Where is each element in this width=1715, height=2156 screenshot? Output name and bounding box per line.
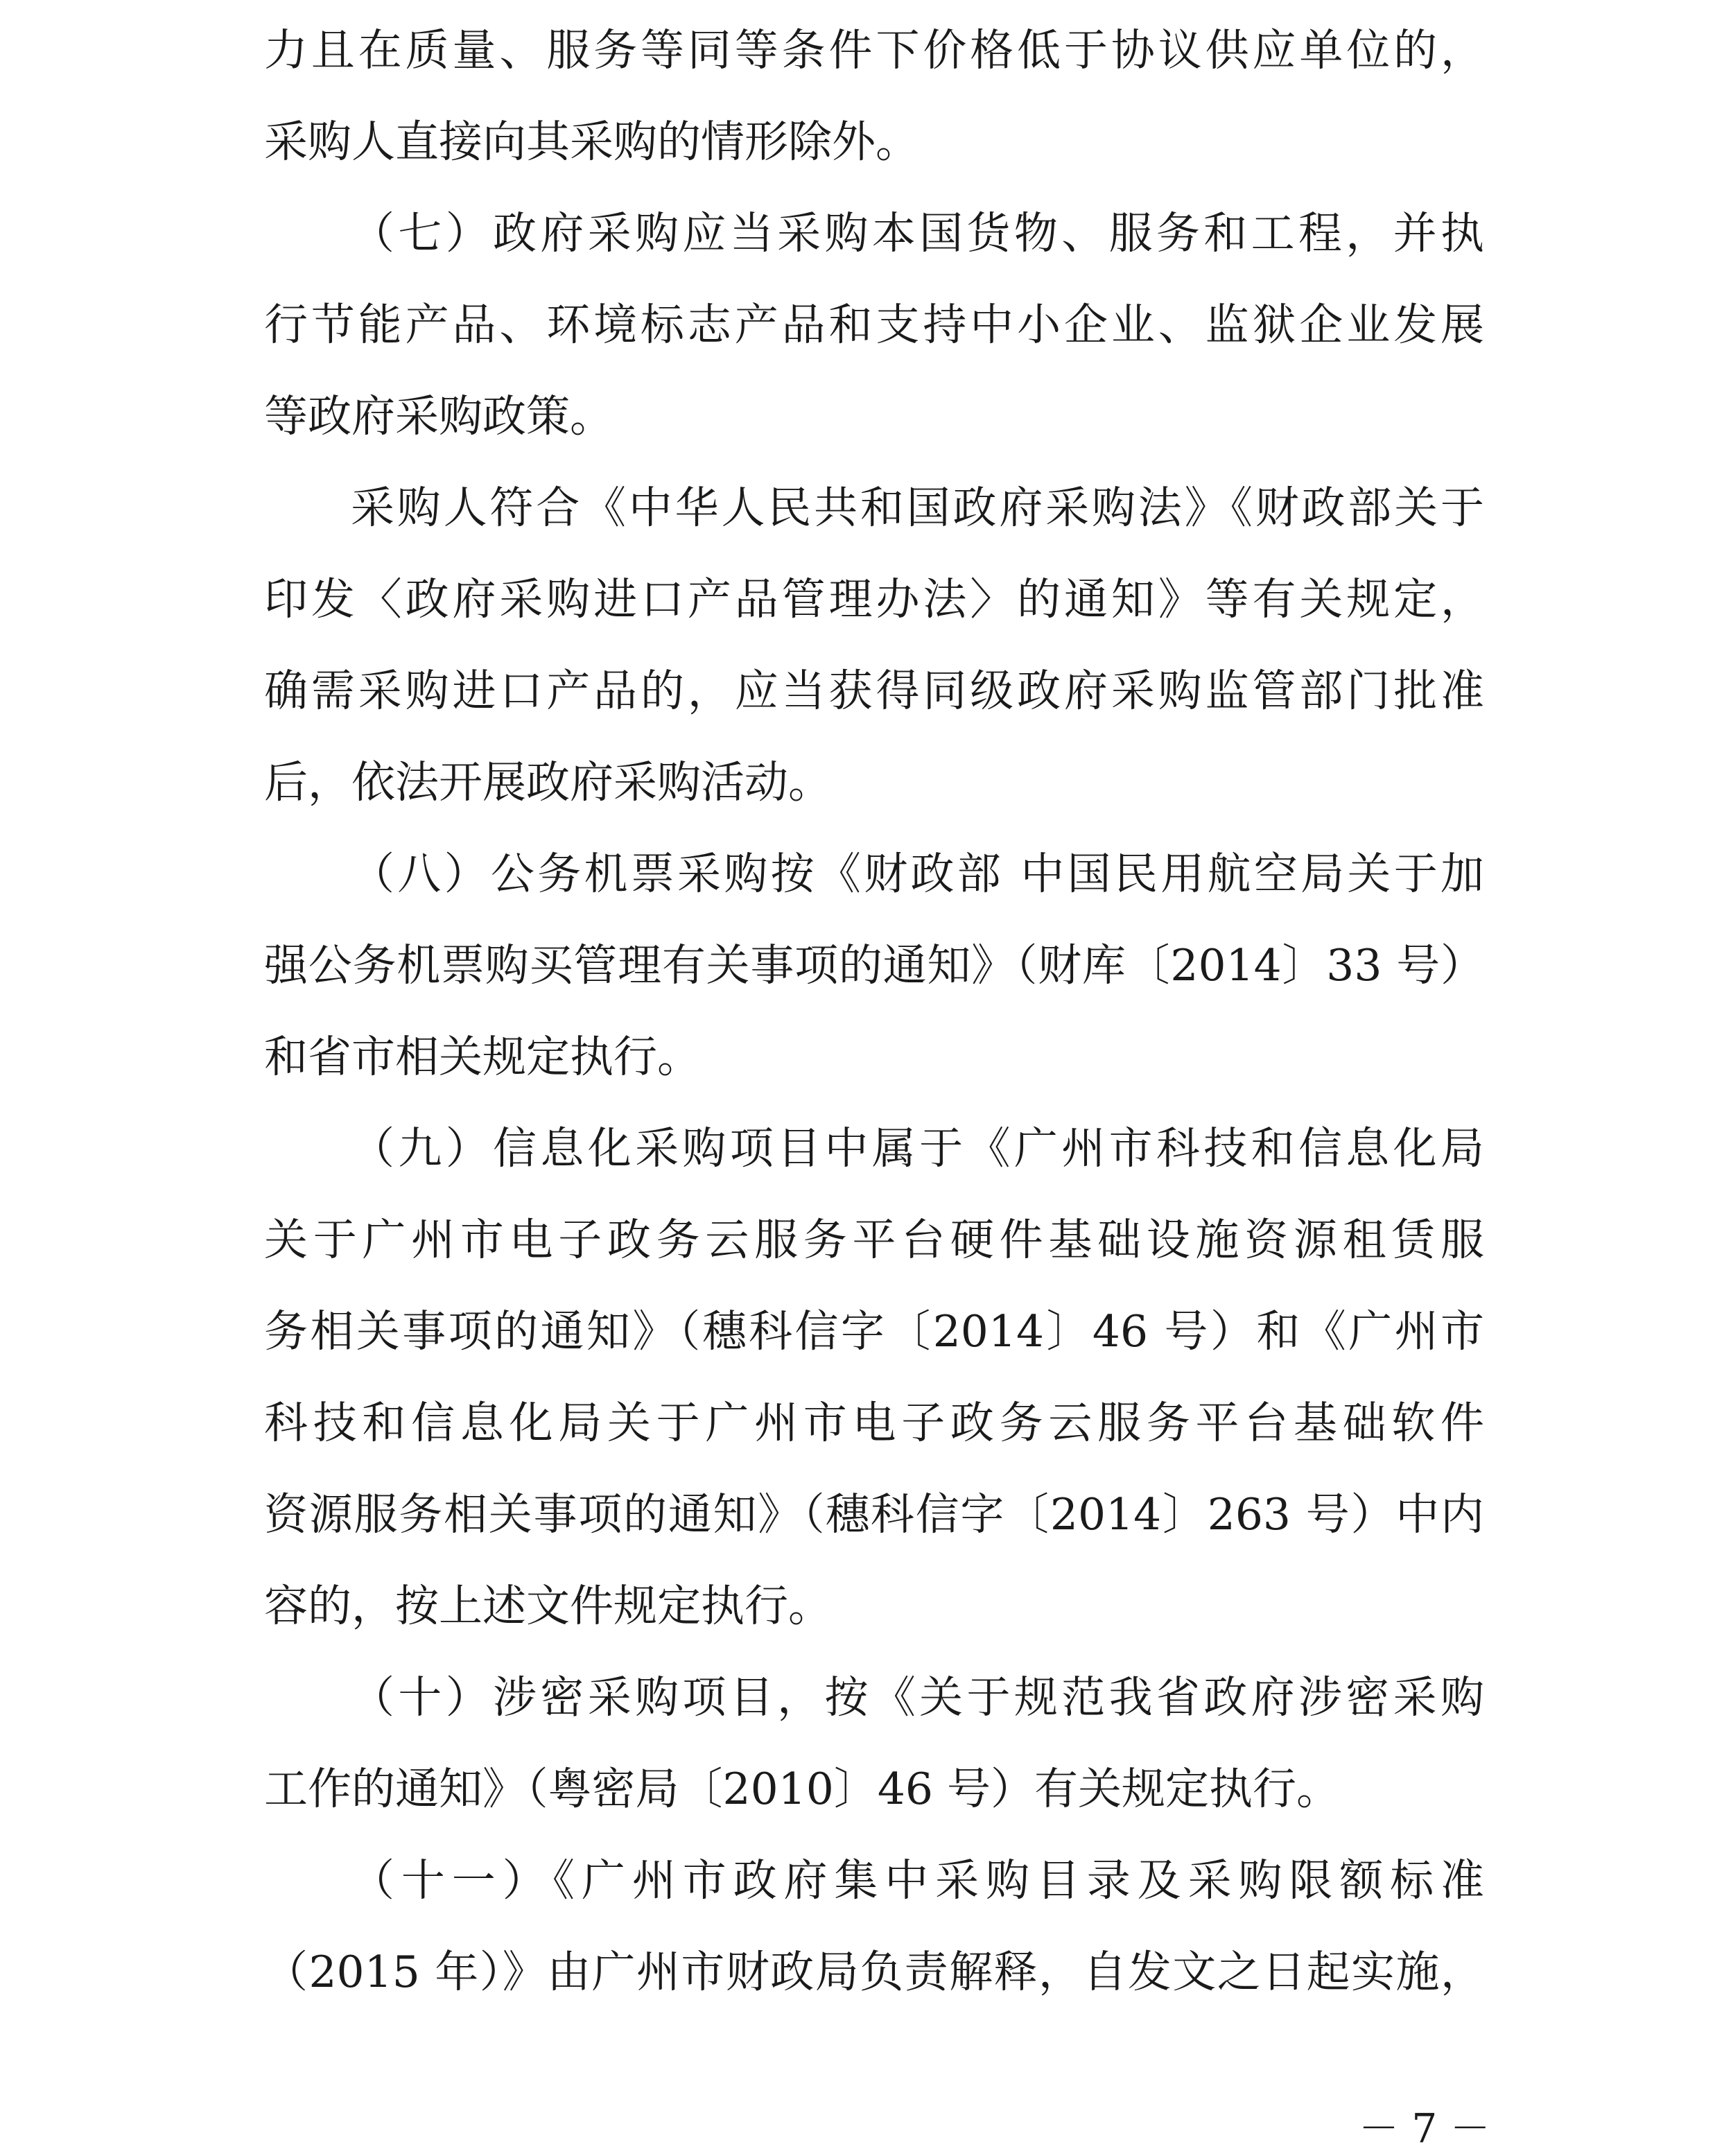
paragraph-line: 印发〈政府采购进口产品管理办法〉的通知》等有关规定， [264, 574, 1484, 625]
paragraph-line: 强公务机票购买管理有关事项的通知》（财库〔2014〕33 号） [264, 940, 1484, 991]
paragraph-line: 确需采购进口产品的，应当获得同级政府采购监管部门批准 [264, 666, 1484, 716]
paragraph-line: （八）公务机票采购按《财政部 中国民用航空局关于加 [351, 849, 1484, 899]
paragraph-line: 资源服务相关事项的通知》（穗科信字〔2014〕263 号）中内 [264, 1489, 1484, 1540]
paragraph-line: 采购人符合《中华人民共和国政府采购法》《财政部关于 [351, 483, 1484, 533]
paragraph-line: 科技和信息化局关于广州市电子政务云服务平台基础软件 [264, 1398, 1484, 1448]
paragraph-line: 采购人直接向其采购的情形除外。 [264, 116, 919, 167]
paragraph-line: 务相关事项的通知》（穗科信字〔2014〕46 号）和《广州市 [264, 1306, 1484, 1357]
paragraph-line: 关于广州市电子政务云服务平台硬件基础设施资源租赁服 [264, 1215, 1484, 1265]
page-number: － 7 － [1359, 2105, 1490, 2152]
paragraph-line: （2015 年）》由广州市财政局负责解释，自发文之日起实施， [264, 1947, 1484, 1997]
paragraph-line: 力且在质量、服务等同等条件下价格低于协议供应单位的， [264, 25, 1484, 76]
paragraph-line: 和省市相关规定执行。 [264, 1032, 701, 1082]
paragraph-line: （十一）《广州市政府集中采购目录及采购限额标准 [351, 1855, 1484, 1906]
paragraph-line: 行节能产品、环境标志产品和支持中小企业、监狱企业发展 [264, 299, 1484, 350]
paragraph-line: （十）涉密采购项目，按《关于规范我省政府涉密采购 [351, 1672, 1484, 1723]
paragraph-line: （九）信息化采购项目中属于《广州市科技和信息化局 [351, 1123, 1484, 1174]
paragraph-line: 容的，按上述文件规定执行。 [264, 1581, 832, 1631]
paragraph-line: 后，依法开展政府采购活动。 [264, 757, 832, 808]
paragraph-line: 等政府采购政策。 [264, 391, 613, 442]
paragraph-line: 工作的通知》（粤密局〔2010〕46 号）有关规定执行。 [264, 1764, 1341, 1814]
paragraph-line: （七）政府采购应当采购本国货物、服务和工程，并执 [351, 208, 1484, 259]
